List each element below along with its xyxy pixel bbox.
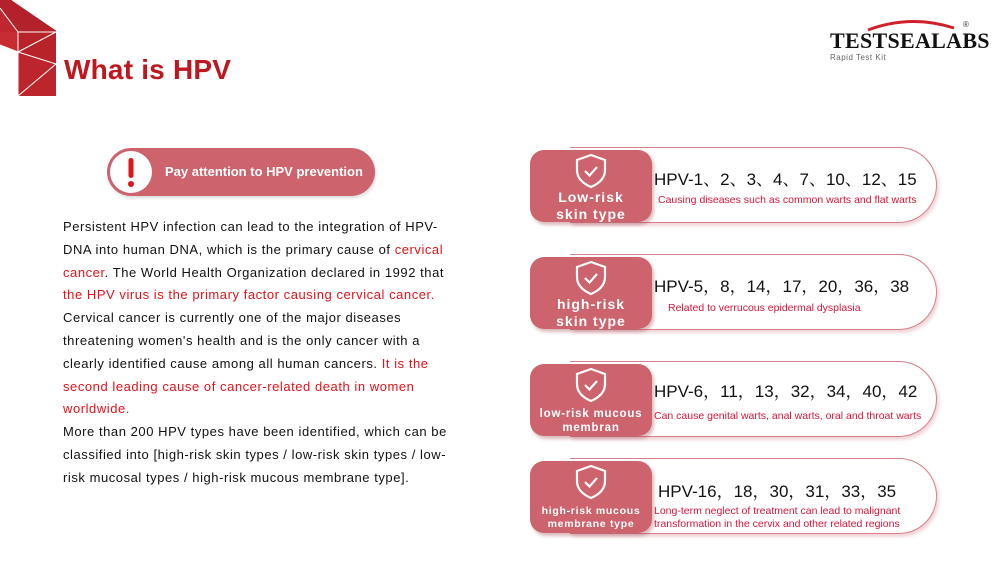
badge-label-line1: low-risk mucous [539,408,643,420]
badge-label-line1: high-risk [556,296,626,312]
desc-line2: transformation in the cervix and other related regions [654,518,900,530]
badge-label-line2: skin type [556,206,626,222]
prevention-notice [107,148,375,196]
shield-check-icon [574,464,608,500]
hpv-description [63,216,463,490]
logo-tagline: Rapid Test Kit [830,53,887,62]
card-badge [530,257,652,329]
badge-label [530,407,652,435]
shield-check-icon [574,260,608,296]
card-badge [530,461,652,533]
badge-label-line2: membran [562,422,620,434]
logo-wordmark: TESTSEALABS [830,28,990,53]
badge-label-line1: high-risk mucous [541,505,641,517]
badge-label-line2: skin type [556,313,626,329]
shield-check-icon [574,367,608,403]
desc-line1: Related to verrucous epidermal dysplasia [668,302,861,314]
shield-check-icon [574,153,608,189]
badge-label [530,505,652,531]
notice-label: Pay attention to HPV prevention [165,164,363,179]
badge-label-line1: Low-risk [558,189,624,205]
card-description [654,410,921,423]
exclamation-icon [110,151,152,193]
para1-text-2: . The World Health Organization declared in 1992 that [104,264,445,280]
card-description [654,505,900,531]
notice-icon-circle [110,151,152,193]
registered-mark: ® [963,20,969,29]
badge-label-line2: membrane type [547,518,635,530]
page-title: What is HPV [64,54,232,85]
hpv-type-card [530,458,938,534]
brand-logo [826,16,990,66]
card-badge [530,364,652,436]
hpv-types: HPV-1、2、3、4、7、10、12、15 [654,170,917,189]
para3-text: More than 200 HPV types have been identified, which can be classified into [high-risk skin types / low-risk skin types / low-risk mucosal types / high-risk mucous membrane type]. [63,424,447,485]
corner-triangles-decoration [0,0,60,100]
hpv-type-card [530,147,938,223]
badge-label [530,296,652,330]
para1-text: Persistent HPV infection can lead to the integration of HPV-DNA into human DNA, which is the primary cause of [63,219,438,257]
hpv-types: HPV-6，11，13，32，34，40，42 [654,382,918,401]
para1-highlight-2: the HPV virus is the primary factor causing cervical cancer. [63,287,435,303]
para2-highlight: It is the second leading cause of cancer-related death in women worldwide. [63,355,429,417]
desc-line1: Long-term neglect of treatment can lead to malignant [654,505,901,517]
para1-highlight-1: cervical cancer [63,241,444,280]
hpv-type-card [530,254,938,330]
badge-label [530,189,652,223]
hpv-type-card [530,361,938,437]
para2-text: Cervical cancer is currently one of the major diseases threatening women's health and is the only cancer with a clearly identified cause among all human cancers. [63,310,421,371]
card-description [658,194,917,207]
card-description [668,302,861,315]
hpv-types: HPV-5，8，14，17，20，36，38 [654,277,910,296]
desc-line1: Causing diseases such as common warts and flat warts [658,194,917,206]
card-badge [530,150,652,222]
hpv-types: HPV-16，18，30，31，33，35 [658,482,897,501]
desc-line1: Can cause genital warts, anal warts, oral and throat warts [654,410,922,422]
